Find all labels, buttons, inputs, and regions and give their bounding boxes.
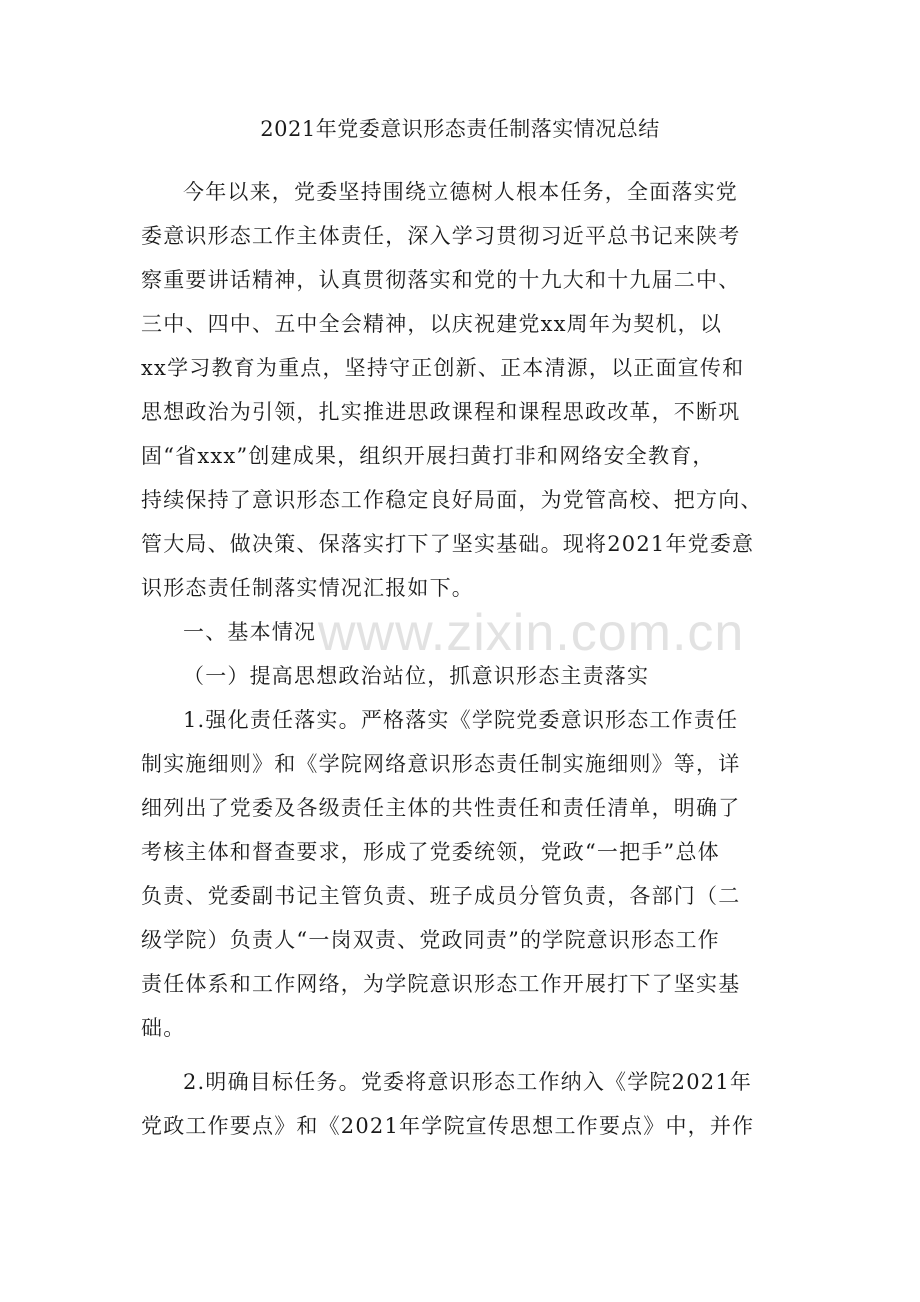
paragraph-line: 1.强化责任落实。严格落实《学院党委意识形态工作责任 [183, 708, 739, 732]
paragraph-line: 考核主体和督查要求，形成了党委统领，党政“一把手”总体 [141, 840, 720, 864]
paragraph-line: 识形态责任制落实情况汇报如下。 [141, 576, 474, 600]
subsection-heading: （一）提高思想政治站位，抓意识形态主责落实 [183, 664, 650, 688]
section-heading: 一、基本情况 [183, 620, 317, 644]
paragraph-line: 党政工作要点》和《2021年学院宣传思想工作要点》中，并作 [141, 1114, 755, 1138]
paragraph-line: 础。 [141, 1016, 186, 1040]
paragraph-line: 委意识形态工作主体责任，深入学习贯彻习近平总书记来陕考 [141, 224, 741, 248]
paragraph-line: 固“省xxx”创建成果，组织开展扫黄打非和网络安全教育， [141, 444, 715, 468]
paragraph-line: 持续保持了意识形态工作稳定良好局面，为党管高校、把方向、 [141, 488, 763, 512]
paragraph-line: 今年以来，党委坚持围绕立德树人根本任务，全面落实党 [183, 180, 738, 204]
document-title: 2021年党委意识形态责任制落实情况总结 [260, 117, 660, 141]
paragraph-line: 察重要讲话精神，认真贯彻落实和党的十九大和十九届二中、 [141, 268, 741, 292]
watermark: www.zixin.com.cn [318, 604, 745, 662]
paragraph-line: xx学习教育为重点，坚持守正创新、正本清源，以正面宣传和 [141, 356, 745, 380]
paragraph-line: 思想政治为引领，扎实推进思政课程和课程思政改革，不断巩 [141, 400, 741, 424]
paragraph-line: 级学院）负责人“一岗双责、党政同责”的学院意识形态工作 [141, 928, 720, 952]
paragraph-line: 制实施细则》和《学院网络意识形态责任制实施细则》等，详 [141, 752, 741, 776]
paragraph-line: 2.明确目标任务。党委将意识形态工作纳入《学院2021年 [183, 1070, 753, 1094]
paragraph-line: 管大局、做决策、保落实打下了坚实基础。现将2021年党委意 [141, 532, 755, 556]
paragraph-line: 细列出了党委及各级责任主体的共性责任和责任清单，明确了 [141, 796, 741, 820]
paragraph-line: 责任体系和工作网络，为学院意识形态工作开展打下了坚实基 [141, 972, 741, 996]
paragraph-line: 负责、党委副书记主管负责、班子成员分管负责，各部门（二 [141, 884, 741, 908]
paragraph-line: 三中、四中、五中全会精神，以庆祝建党xx周年为契机，以 [141, 312, 723, 336]
